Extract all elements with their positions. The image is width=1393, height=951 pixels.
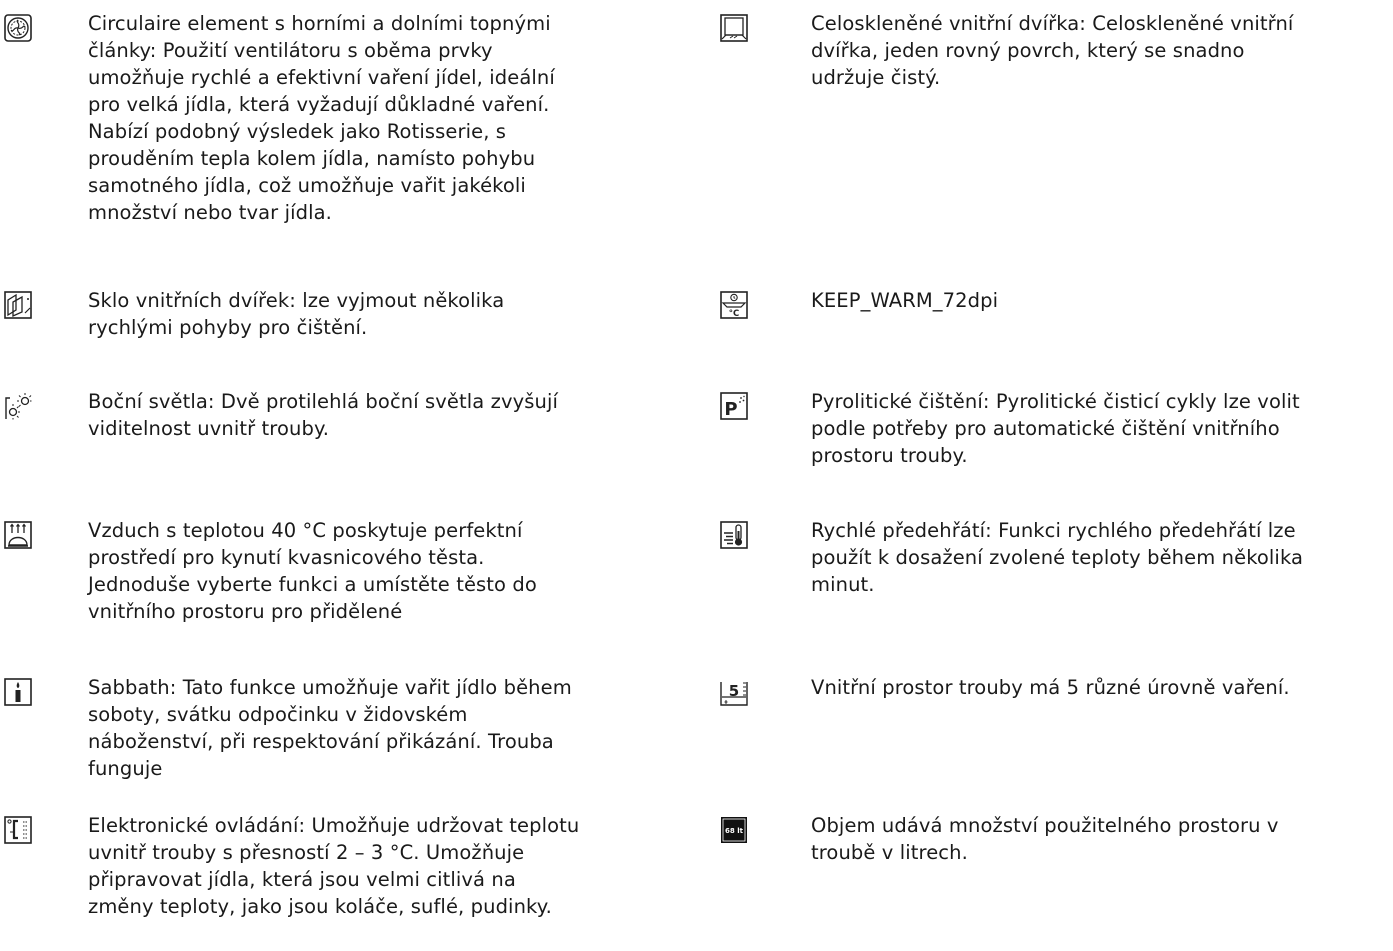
fan-circular-icon: [4, 14, 32, 42]
full-glass-door-icon: [720, 14, 748, 42]
feature-text: Sabbath: Tato funkce umožňuje vařit jídlo během soboty, svátku odpočinku v židovském náboženství, při respektování přikázání. Trouba funguje: [88, 676, 572, 780]
feature-text: Elektronické ovládání: Umožňuje udržovat teplotu uvnitř trouby s přesností 2 – 3 °C. Umožňuje připravovat jídla, která jsou velmi citlivá na změny teploty, jako jsou koláče, suflé, pudinky.: [88, 814, 580, 918]
electronic-control-icon: [4, 816, 32, 844]
keep-warm-icon: [720, 291, 748, 319]
five-levels-icon-label: 5: [728, 682, 740, 700]
side-lights-icon: [4, 392, 32, 420]
feature-text: Celoskleněné vnitřní dvířka: Celoskleněné vnitřní dvířka, jeden rovný povrch, který se snadno udržuje čistý.: [811, 12, 1294, 89]
feature-text: Circulaire element s horními a dolními topnými články: Použití ventilátoru s oběma prvky umožňuje rychlé a efektivní vaření jídel, ideální pro velká jídla, která vyžadují důkladné vaření. Nabízí podobný výsledek jako Rotisserie, s prouděním tepla kolem jídla, namísto pohybu samotného jídla, což umožňuje vařit jakékoli množství nebo tvar jídla.: [88, 12, 555, 224]
feature-text: Objem udává množství použitelného prostoru v troubě v litrech.: [811, 814, 1279, 864]
five-levels-icon: [720, 678, 748, 706]
feature-text: KEEP_WARM_72dpi: [811, 289, 999, 312]
oven-volume-icon-label: 68 lt: [725, 827, 743, 835]
feature-text: Pyrolitické čištění: Pyrolitické čisticí cykly lze volit podle potřeby pro automatické čištění vnitřního prostoru trouby.: [811, 390, 1300, 467]
feature-text: Sklo vnitřních dvířek: lze vyjmout několika rychlými pohyby pro čištění.: [88, 289, 505, 339]
rapid-preheat-icon: [720, 521, 748, 549]
pyrolytic-cleaning-icon: [720, 392, 748, 420]
feature-text: Boční světla: Dvě protilehlá boční světla zvyšují viditelnost uvnitř trouby.: [88, 390, 559, 440]
feature-text: Vnitřní prostor trouby má 5 různé úrovně vaření.: [811, 676, 1290, 699]
feature-text: Vzduch s teplotou 40 °C poskytuje perfektní prostředí pro kynutí kvasnicového těsta. Jednoduše vyberte funkci a umístěte těsto do vnitřního prostoru pro přidělené: [88, 519, 537, 623]
feature-text: Rychlé předehřátí: Funkci rychlého předehřátí lze použít k dosažení zvolené teploty během několika minut.: [811, 519, 1304, 596]
keep-warm-icon-label: °C: [728, 309, 740, 319]
sabbath-candle-icon: [4, 678, 32, 706]
oven-volume-icon: [720, 816, 748, 844]
dough-proving-icon: [4, 521, 32, 549]
removable-door-glass-icon: [4, 291, 32, 319]
pyrolytic-icon-label: P: [724, 399, 738, 420]
